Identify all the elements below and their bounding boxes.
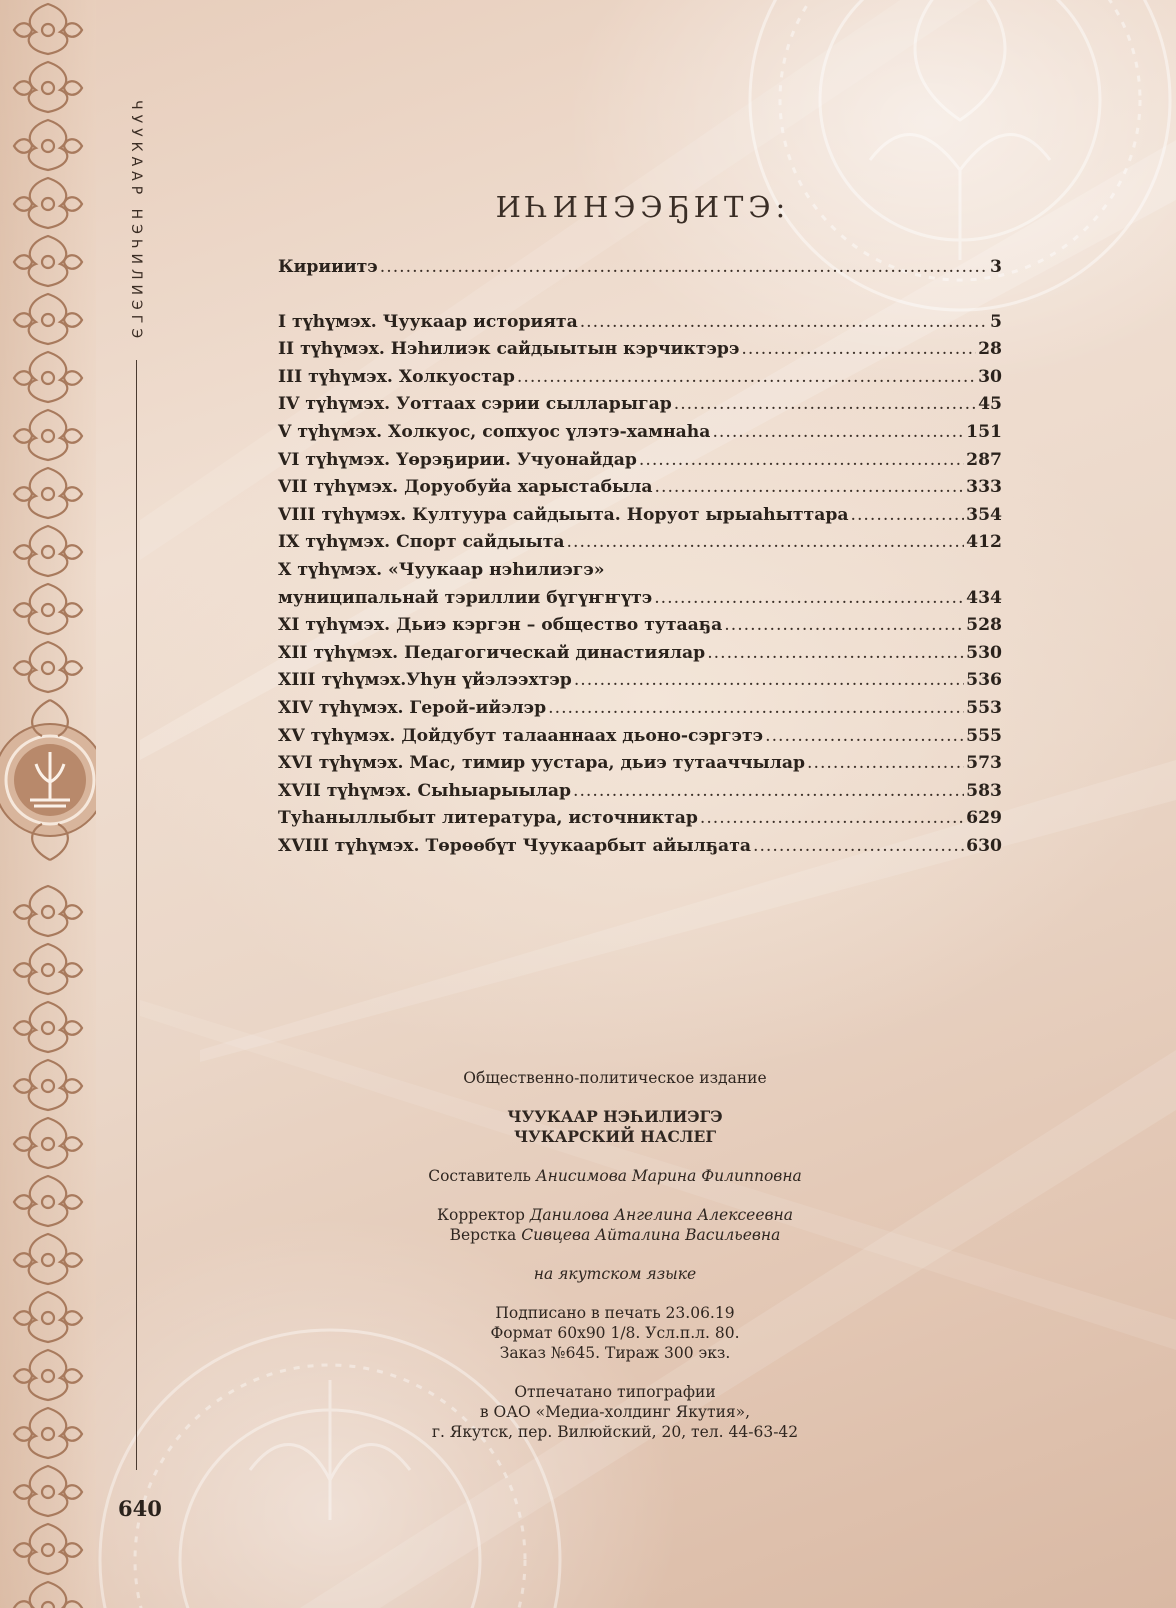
- editorial-credits: [370, 1205, 860, 1245]
- toc-entry-title: XIV түһүмэх. Герой-ийэлэр: [278, 697, 547, 718]
- toc-entry-title: VIII түһүмэх. Култуура сайдыыта. Норуот ырыаһыттара: [278, 504, 849, 525]
- toc-leader-dots: [654, 585, 964, 613]
- toc-entry-page: 3: [990, 257, 1002, 277]
- printer-line: г. Якутск, пер. Вилюйский, 20, тел. 44-63-42: [431, 1423, 799, 1441]
- toc-entry-title: муниципальнай тэриллии бүгүҥҥүтэ: [278, 587, 653, 608]
- toc-entry-page: 573: [966, 753, 1002, 774]
- toc-entry-title: XV түһүмэх. Дойдубут талааннаах дьоно-сэргэтэ: [278, 725, 764, 746]
- toc-entry: [278, 391, 1002, 419]
- toc-leader-dots: [765, 723, 964, 751]
- toc-leader-dots: [712, 419, 964, 447]
- toc-entry-title: XVI түһүмэх. Мас, тимир уустара, дьиэ тутааччылар: [278, 753, 806, 774]
- toc-entry-page: 630: [966, 835, 1002, 856]
- printer-line: в ОАО «Медиа-холдинг Якутия»,: [479, 1403, 751, 1421]
- toc-entry: [278, 695, 1002, 723]
- toc-entry: [278, 640, 1002, 668]
- table-of-contents: [278, 254, 1002, 860]
- toc-entry-title: X түһүмэх. «Чуукаар нэһилиэгэ»: [278, 559, 605, 580]
- toc-leader-dots: [851, 502, 965, 530]
- toc-leader-dots: [567, 529, 965, 557]
- compiler-label: Составитель: [428, 1167, 531, 1185]
- emblem-medallion-icon: [0, 700, 96, 860]
- toc-entry-page: 333: [966, 477, 1002, 498]
- compiler-name: Анисимова Марина Филипповна: [535, 1167, 802, 1185]
- toc-entry-page: 287: [966, 449, 1002, 470]
- toc-entry-title: Туһаныллыбыт литература, источниктар: [278, 808, 698, 829]
- toc-entry: [278, 805, 1002, 833]
- print-line: Формат 60х90 1/8. Усл.п.л. 80.: [490, 1324, 740, 1342]
- toc-entry-page: 30: [978, 366, 1002, 387]
- toc-leader-dots: [573, 778, 964, 806]
- printer-line: Отпечатано типографии: [514, 1383, 716, 1401]
- title-sakha: ЧУУКААР НЭҺИЛИЭГЭ: [507, 1107, 723, 1126]
- toc-entry-title: XVIII түһүмэх. Төрөөбүт Чуукаарбыт айылҕата: [278, 835, 751, 856]
- toc-title: ИҺИНЭЭҔИТЭ:: [495, 190, 791, 224]
- toc-entry: [278, 612, 1002, 640]
- toc-leader-dots: [741, 336, 976, 364]
- toc-leader-dots: [707, 640, 964, 668]
- toc-entry-title: Кирииитэ: [278, 257, 378, 277]
- spine-title: ЧУУКААР НЭҺИЛИЭГЭ: [128, 100, 144, 344]
- toc-entry-title: I түһүмэх. Чуукаар историята: [278, 311, 578, 332]
- toc-leader-dots: [517, 364, 976, 392]
- print-details: [370, 1303, 860, 1363]
- toc-entry-page: 354: [966, 504, 1002, 525]
- toc-entry-title: XI түһүмэх. Дьиэ кэргэн – общество тутааҕа: [278, 615, 723, 636]
- toc-entry-title: IV түһүмэх. Уоттаах сэрии сылларыгар: [278, 394, 672, 415]
- toc-entry-page: 629: [966, 808, 1002, 829]
- toc-entry: [278, 364, 1002, 392]
- toc-entry-title: XVII түһүмэх. Сыһыарыылар: [278, 780, 571, 801]
- toc-entry-title: VI түһүмэх. Үөрэҕирии. Учуонайдар: [278, 449, 637, 470]
- toc-entry-title: IX түһүмэх. Спорт сайдыыта: [278, 532, 565, 553]
- toc-entry: [278, 667, 1002, 695]
- printer-details: [370, 1382, 860, 1442]
- toc-leader-dots: [753, 833, 964, 861]
- toc-leader-dots: [380, 254, 988, 282]
- toc-entry: [278, 336, 1002, 364]
- toc-entry: [278, 309, 1002, 337]
- toc-entry-title: XII түһүмэх. Педагогическай династиялар: [278, 642, 706, 663]
- toc-entry: [278, 585, 1002, 613]
- print-line: Подписано в печать 23.06.19: [495, 1304, 735, 1322]
- toc-entry-page: 412: [966, 532, 1002, 553]
- toc-leader-dots: [724, 612, 964, 640]
- toc-entry: [278, 254, 1002, 282]
- toc-leader-dots: [674, 391, 976, 419]
- toc-entry-page: 5: [990, 311, 1002, 332]
- toc-entry: [278, 447, 1002, 475]
- toc-entry: [278, 502, 1002, 530]
- publication-titles: [370, 1107, 860, 1147]
- page-number: 640: [118, 1496, 162, 1521]
- imprint-block: [370, 1068, 860, 1461]
- toc-entry-page: 528: [966, 615, 1002, 636]
- toc-leader-dots: [580, 309, 988, 337]
- toc-entry: [278, 557, 1002, 585]
- toc-entry-page: 583: [966, 780, 1002, 801]
- ornamental-border: [0, 0, 96, 1608]
- toc-entry: [278, 723, 1002, 751]
- toc-entry-title: III түһүмэх. Холкуостар: [278, 366, 515, 387]
- toc-entry-page: 28: [978, 339, 1002, 360]
- corrector-name: Данилова Ангелина Алексеевна: [529, 1206, 793, 1224]
- toc-entry-page: 555: [966, 725, 1002, 746]
- toc-entry-title: II түһүмэх. Нэһилиэк сайдыытын кэрчиктэрэ: [278, 339, 740, 360]
- toc-entry-page: 45: [978, 394, 1002, 415]
- toc-entry: [278, 474, 1002, 502]
- toc-entry-page: 536: [966, 670, 1002, 691]
- toc-entry-page: 434: [966, 587, 1002, 608]
- toc-leader-dots: [574, 667, 964, 695]
- toc-leader-dots: [639, 447, 964, 475]
- toc-entry: [278, 778, 1002, 806]
- side-divider: [136, 360, 137, 1470]
- toc-entry: [278, 833, 1002, 861]
- publication-type: Общественно-политическое издание: [463, 1069, 767, 1087]
- toc-entry-title: XIII түһүмэх.Уһун үйэлээхтэр: [278, 670, 572, 691]
- toc-entry: [278, 750, 1002, 778]
- toc-leader-dots: [807, 750, 964, 778]
- print-line: Заказ №645. Тираж 300 экз.: [499, 1344, 731, 1362]
- layout-name: Сивцева Айталина Васильевна: [521, 1226, 781, 1244]
- layout-credit: [370, 1225, 860, 1245]
- toc-leader-dots: [655, 474, 965, 502]
- title-russian: ЧУКАРСКИЙ НАСЛЕГ: [513, 1127, 717, 1146]
- toc-entry: [278, 529, 1002, 557]
- compiler-credit: [370, 1166, 860, 1186]
- layout-label: Верстка: [449, 1226, 517, 1244]
- toc-leader-dots: [548, 695, 964, 723]
- toc-entry-page: 151: [966, 421, 1002, 442]
- corrector-label: Корректор: [437, 1206, 525, 1224]
- toc-leader-dots: [700, 805, 964, 833]
- toc-entry: [278, 419, 1002, 447]
- corrector-credit: [370, 1205, 860, 1225]
- toc-entry-page: 530: [966, 642, 1002, 663]
- toc-entry-title: VII түһүмэх. Доруобуйа харыстабыла: [278, 477, 653, 498]
- language-note: на якутском языке: [533, 1265, 697, 1283]
- toc-entry-page: 553: [966, 697, 1002, 718]
- toc-entry-title: V түһүмэх. Холкуос, сопхуос үлэтэ-хамнаһа: [278, 421, 711, 442]
